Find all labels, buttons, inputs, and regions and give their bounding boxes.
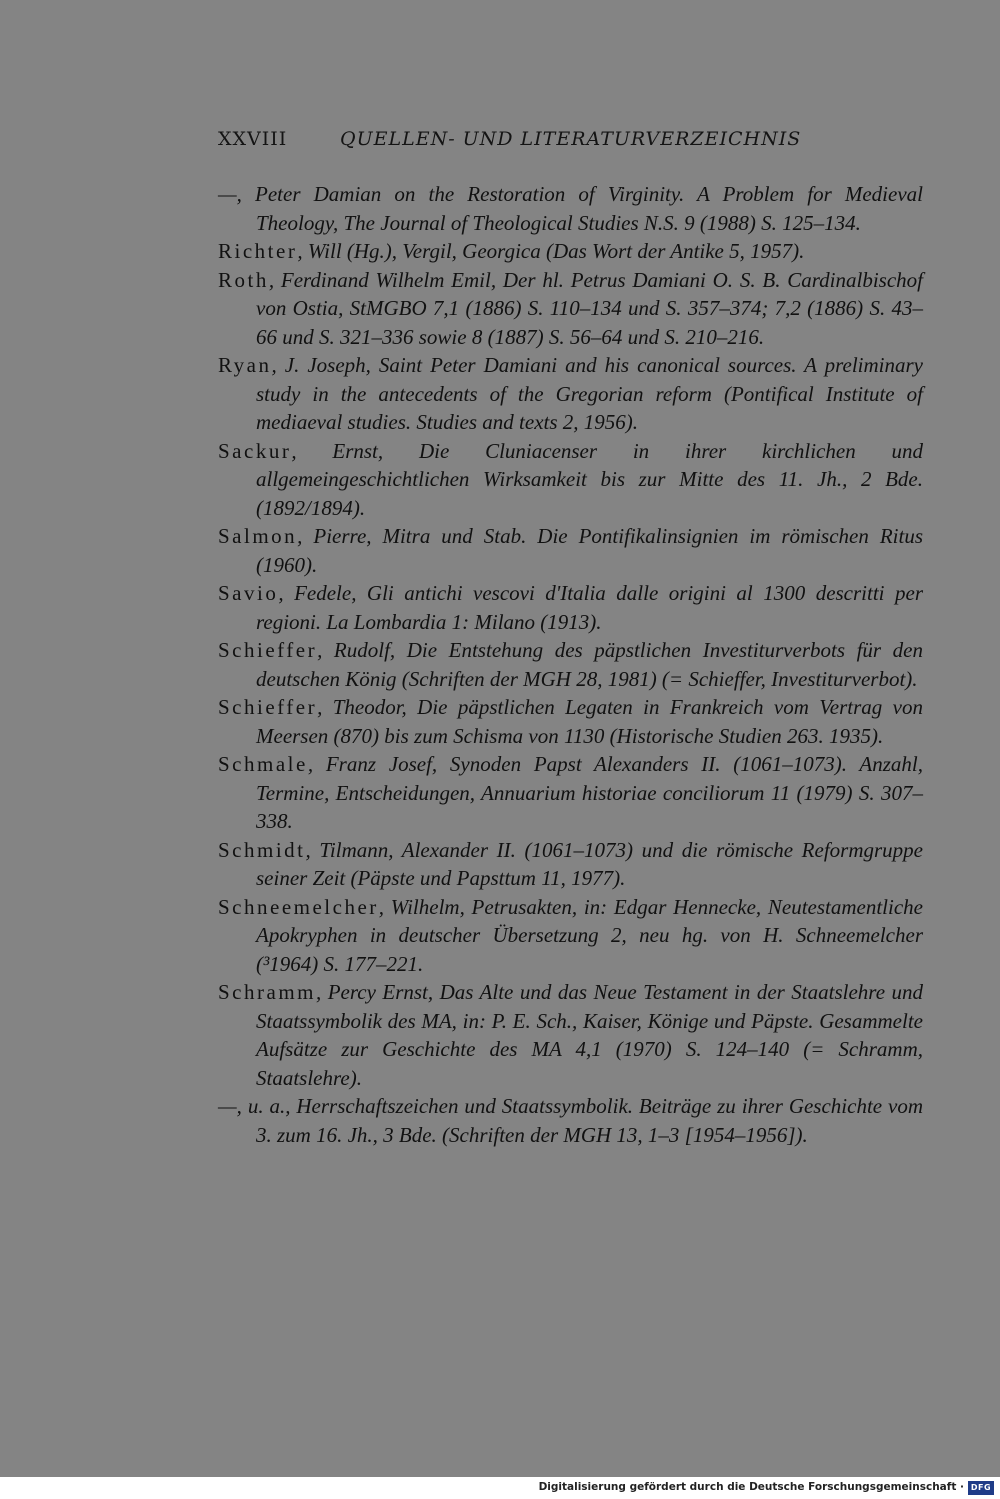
bibliography-entry — [218, 836, 923, 893]
entry-author: Schmale — [218, 752, 308, 776]
bibliography-entry — [218, 1092, 923, 1149]
running-title: QUELLEN- UND LITERATURVERZEICHNIS — [340, 128, 802, 150]
entry-text: , Wilhelm, Petrusakten, in: Edgar Hennecke, Neutestamentliche Apokryphen in deutscher Übersetzung 2, neu hg. von H. Schneemelcher (³1964) S. 177–221. — [256, 894, 923, 976]
bibliography-entry — [218, 237, 923, 266]
entry-text: —, u. a., Herrschaftszeichen und Staatssymbolik. Beiträge zu ihrer Geschichte vom 3. zum 16. Jh., 3 Bde. (Schriften der MGH 13, 1–3 [1954–1956]). — [218, 1094, 923, 1147]
bibliography-entry — [218, 693, 923, 750]
entry-author: Schramm — [218, 980, 316, 1004]
footer-bar — [0, 1477, 1000, 1499]
entry-author: Schneemelcher — [218, 894, 379, 919]
entry-text: , Rudolf, Die Entstehung des päpstlichen Investiturverbots für den deutschen König (Schriften der MGH 28, 1981) (= Schieffer, Investiturverbot). — [256, 638, 923, 691]
entry-author: Schieffer — [218, 695, 318, 719]
entry-text: , Ferdinand Wilhelm Emil, Der hl. Petrus Damiani O. S. B. Cardinalbischof von Ostia, StMGBO 7,1 (1886) S. 110–134 und S. 357–374; 7,2 (1886) S. 43–66 und S. 321–336 sowie 8 (1887) S. 56–64 und S. 210–216. — [256, 267, 923, 349]
bibliography-entry — [218, 522, 923, 579]
bibliography-entry — [218, 437, 923, 523]
page-number: XXVIII — [218, 128, 288, 150]
bibliography-entry — [218, 636, 923, 693]
entry-text: , Percy Ernst, Das Alte und das Neue Testament in der Staatslehre und Staatssymbolik des MA, in: P. E. Sch., Kaiser, Könige und Päpste. Gesammelte Aufsätze zur Geschichte des MA 4,1 (1970) S. 124–140 (= Schramm, Staatslehre). — [256, 980, 923, 1090]
bibliography-entry — [218, 351, 923, 437]
entry-author: Savio — [218, 581, 279, 605]
bibliography-entry — [218, 266, 923, 352]
entry-text: , J. Joseph, Saint Peter Damiani and his canonical sources. A preliminary study in the antecedents of the Gregorian reform (Pontifical Institute of mediaeval studies. Studies and texts 2, 1956). — [256, 353, 923, 434]
entry-text: , Franz Josef, Synoden Papst Alexanders II. (1061–1073). Anzahl, Termine, Entscheidungen, Annuarium historiae conciliorum 11 (1979) S. 307–338. — [256, 752, 923, 833]
dfg-logo: DFG — [968, 1481, 994, 1495]
bibliography-entry — [218, 978, 923, 1092]
entry-text: , Theodor, Die päpstlichen Legaten in Frankreich vom Vertrag von Meersen (870) bis zum Schisma von 1130 (Historische Studien 263. 1935). — [256, 695, 923, 748]
entry-text: —, Peter Damian on the Restoration of Virginity. A Problem for Medieval Theology, The Journal of Theological Studies N.S. 9 (1988) S. 125–134. — [218, 182, 923, 235]
entry-text: , Will (Hg.), Vergil, Georgica (Das Wort der Antike 5, 1957). — [297, 239, 805, 263]
bibliography-entry — [218, 579, 923, 636]
entry-author: Ryan — [218, 353, 272, 377]
entry-author: Salmon — [218, 524, 298, 548]
entry-author: Schmidt — [218, 837, 306, 862]
bibliography-entry — [218, 750, 923, 836]
bibliography-entry — [218, 180, 923, 237]
entry-text: , Fedele, Gli antichi vescovi d'Italia dalle origini al 1300 descritti per regioni. La Lombardia 1: Milano (1913). — [256, 581, 923, 634]
entry-author: Sackur — [218, 438, 292, 463]
bibliography-list — [218, 180, 923, 1149]
entry-author: Richter — [218, 239, 298, 263]
entry-text: , Pierre, Mitra und Stab. Die Pontifikalinsignien im römischen Ritus (1960). — [256, 524, 923, 577]
entry-text: , Tilmann, Alexander II. (1061–1073) und die römische Reformgruppe seiner Zeit (Päpste und Papsttum 11, 1977). — [256, 837, 923, 890]
entry-author: Roth — [218, 267, 269, 292]
entry-author: Schieffer — [218, 638, 318, 662]
entry-text: , Ernst, Die Cluniacenser in ihrer kirchlichen und allgemeingeschichtlichen Wirksamkeit bis zur Mitte des 11. Jh., 2 Bde. (1892/1894). — [256, 438, 923, 520]
funding-credit: Digitalisierung gefördert durch die Deutsche Forschungsgemeinschaft · — [538, 1481, 964, 1493]
bibliography-entry — [218, 893, 923, 979]
